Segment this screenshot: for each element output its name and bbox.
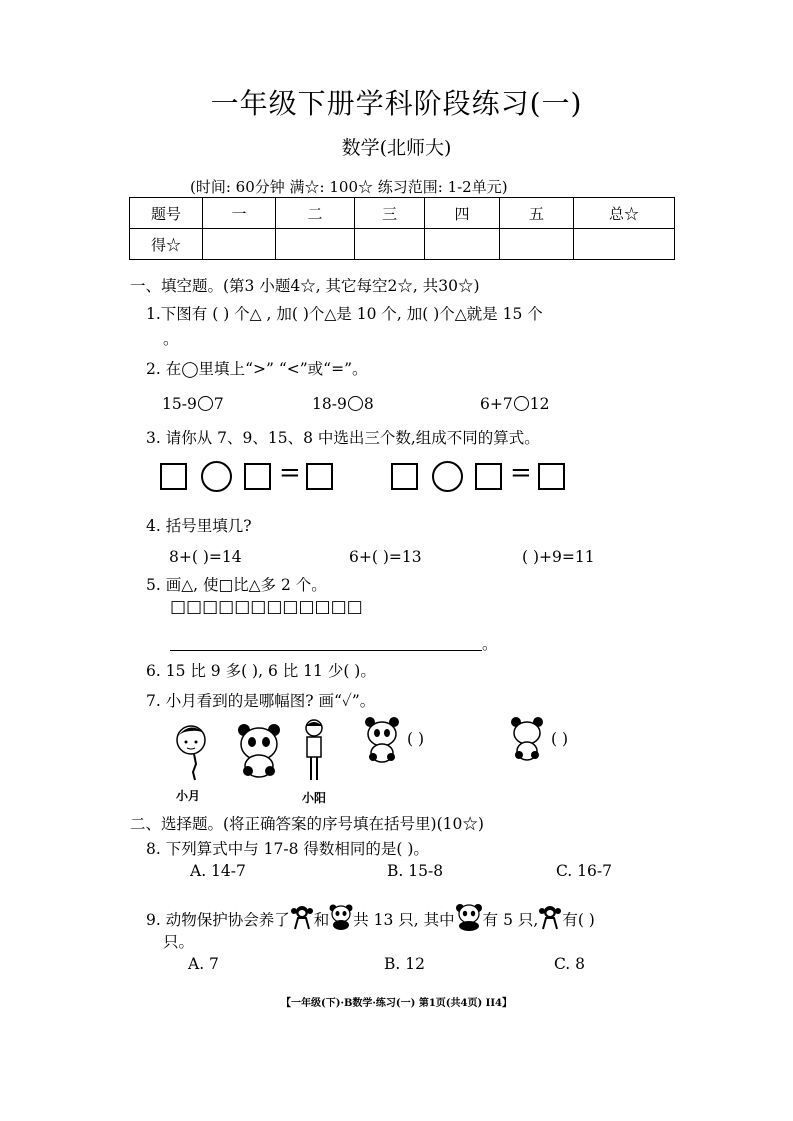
question-9 bbox=[146, 903, 595, 931]
question-7: 7. 小月看到的是哪幅图? 画“✓”。 bbox=[146, 692, 376, 710]
q9-text: 共 13 只, 其中 bbox=[353, 911, 455, 929]
compare-right: 7 bbox=[213, 395, 224, 413]
compare-item bbox=[312, 395, 374, 413]
girl-icon bbox=[172, 720, 212, 782]
option-c[interactable]: C. 16-7 bbox=[556, 862, 612, 880]
option-a[interactable]: A. 7 bbox=[188, 955, 219, 973]
equals-sign: = bbox=[510, 458, 532, 488]
equals-sign: = bbox=[279, 458, 301, 488]
monkey-icon bbox=[538, 904, 562, 930]
exam-info: (时间: 60分钟 满☆: 100☆ 练习范围: 1-2单元) bbox=[190, 178, 508, 196]
table-header-cell: 题号 bbox=[130, 198, 203, 229]
page-title: 一年级下册学科阶段练习(一) bbox=[210, 87, 583, 120]
compare-right: 8 bbox=[363, 395, 374, 413]
square-row: □□□□□□□□□□□□ bbox=[170, 597, 363, 617]
table-header-cell: 一 bbox=[203, 198, 276, 229]
score-table bbox=[129, 197, 675, 260]
compare-left: 6+7 bbox=[480, 395, 513, 413]
operator-circle[interactable] bbox=[201, 461, 232, 492]
boy-icon bbox=[302, 718, 326, 782]
section2-heading: 二、选择题。(将正确答案的序号填在括号里)(10☆) bbox=[130, 815, 484, 833]
option-b[interactable]: B. 12 bbox=[384, 955, 425, 973]
question-8: 8. 下列算式中与 17-8 得数相同的是( )。 bbox=[146, 840, 429, 858]
number-box[interactable] bbox=[160, 463, 187, 490]
panda-icon bbox=[236, 722, 282, 778]
score-table-header-row bbox=[130, 198, 675, 229]
q9-text: 和 bbox=[313, 911, 330, 929]
score-table-score-row bbox=[130, 229, 675, 260]
compare-left: 18-9 bbox=[312, 395, 347, 413]
score-cell[interactable] bbox=[276, 229, 355, 260]
compare-right: 12 bbox=[529, 395, 550, 413]
number-box[interactable] bbox=[244, 463, 271, 490]
table-header-cell: 三 bbox=[355, 198, 425, 229]
panda-back-icon bbox=[510, 716, 544, 762]
option-c[interactable]: C. 8 bbox=[554, 955, 586, 973]
table-header-cell: 四 bbox=[425, 198, 500, 229]
answer-line[interactable] bbox=[170, 650, 482, 651]
score-cell[interactable] bbox=[425, 229, 500, 260]
number-box[interactable] bbox=[475, 463, 502, 490]
question-5-end: 。 bbox=[482, 635, 498, 653]
question-5: 5. 画△, 使□比△多 2 个。 bbox=[146, 576, 327, 594]
score-cell[interactable] bbox=[355, 229, 425, 260]
question-6: 6. 15 比 9 多( ), 6 比 11 少( )。 bbox=[146, 662, 376, 680]
compare-circle-icon[interactable] bbox=[348, 396, 363, 411]
option-a[interactable]: A. 14-7 bbox=[190, 862, 246, 880]
table-header-cell: 二 bbox=[276, 198, 355, 229]
question-1: 1.下图有 ( ) 个△ , 加( )个△是 10 个, 加( )个△就是 15 个 bbox=[146, 305, 543, 323]
panda-icon bbox=[329, 904, 353, 930]
compare-left: 15-9 bbox=[162, 395, 197, 413]
question-3: 3. 请你从 7、9、15、8 中选出三个数,组成不同的算式。 bbox=[146, 429, 540, 447]
answer-paren[interactable]: ( ) bbox=[407, 730, 425, 748]
operator-circle[interactable] bbox=[432, 461, 463, 492]
number-box[interactable] bbox=[391, 463, 418, 490]
page-footer: 【一年级(下)·B数学·练习(一) 第1页(共4页) II4】 bbox=[281, 998, 512, 1009]
score-cell[interactable] bbox=[203, 229, 276, 260]
answer-paren[interactable]: ( ) bbox=[551, 730, 569, 748]
fill-item: ( )+9=11 bbox=[522, 548, 595, 566]
label-xiaoyang: 小阳 bbox=[302, 791, 327, 805]
section1-heading: 一、填空题。(第3 小题4☆, 其它每空2☆, 共30☆) bbox=[130, 277, 480, 295]
q9-text: 有 5 只, bbox=[482, 911, 539, 929]
score-cell[interactable] bbox=[500, 229, 574, 260]
monkey-icon bbox=[290, 904, 314, 930]
q9-text: 9. 动物保护协会养了 bbox=[146, 911, 290, 929]
compare-item bbox=[162, 395, 224, 413]
question-1-cont: 。 bbox=[163, 330, 179, 348]
fill-item: 8+( )=14 bbox=[169, 548, 242, 566]
compare-circle-icon[interactable] bbox=[514, 396, 529, 411]
score-cell[interactable] bbox=[574, 229, 675, 260]
label-xiaoyue: 小月 bbox=[176, 789, 201, 803]
table-header-cell: 总☆ bbox=[574, 198, 675, 229]
number-box[interactable] bbox=[306, 463, 333, 490]
option-b[interactable]: B. 15-8 bbox=[387, 862, 444, 880]
question-9-cont: 只。 bbox=[163, 933, 195, 951]
table-row-label: 得☆ bbox=[130, 229, 203, 260]
page-subtitle: 数学(北师大) bbox=[341, 137, 452, 159]
question-2: 2. 在◯里填上“>” “<”或“=”。 bbox=[146, 360, 368, 378]
panda-icon bbox=[455, 903, 483, 931]
table-header-cell: 五 bbox=[500, 198, 574, 229]
panda-front-icon bbox=[364, 716, 400, 764]
question-4: 4. 括号里填几? bbox=[146, 517, 252, 535]
compare-item bbox=[480, 395, 549, 413]
q9-text: 有( ) bbox=[562, 911, 595, 929]
number-box[interactable] bbox=[538, 463, 565, 490]
fill-item: 6+( )=13 bbox=[349, 548, 422, 566]
compare-circle-icon[interactable] bbox=[198, 396, 213, 411]
